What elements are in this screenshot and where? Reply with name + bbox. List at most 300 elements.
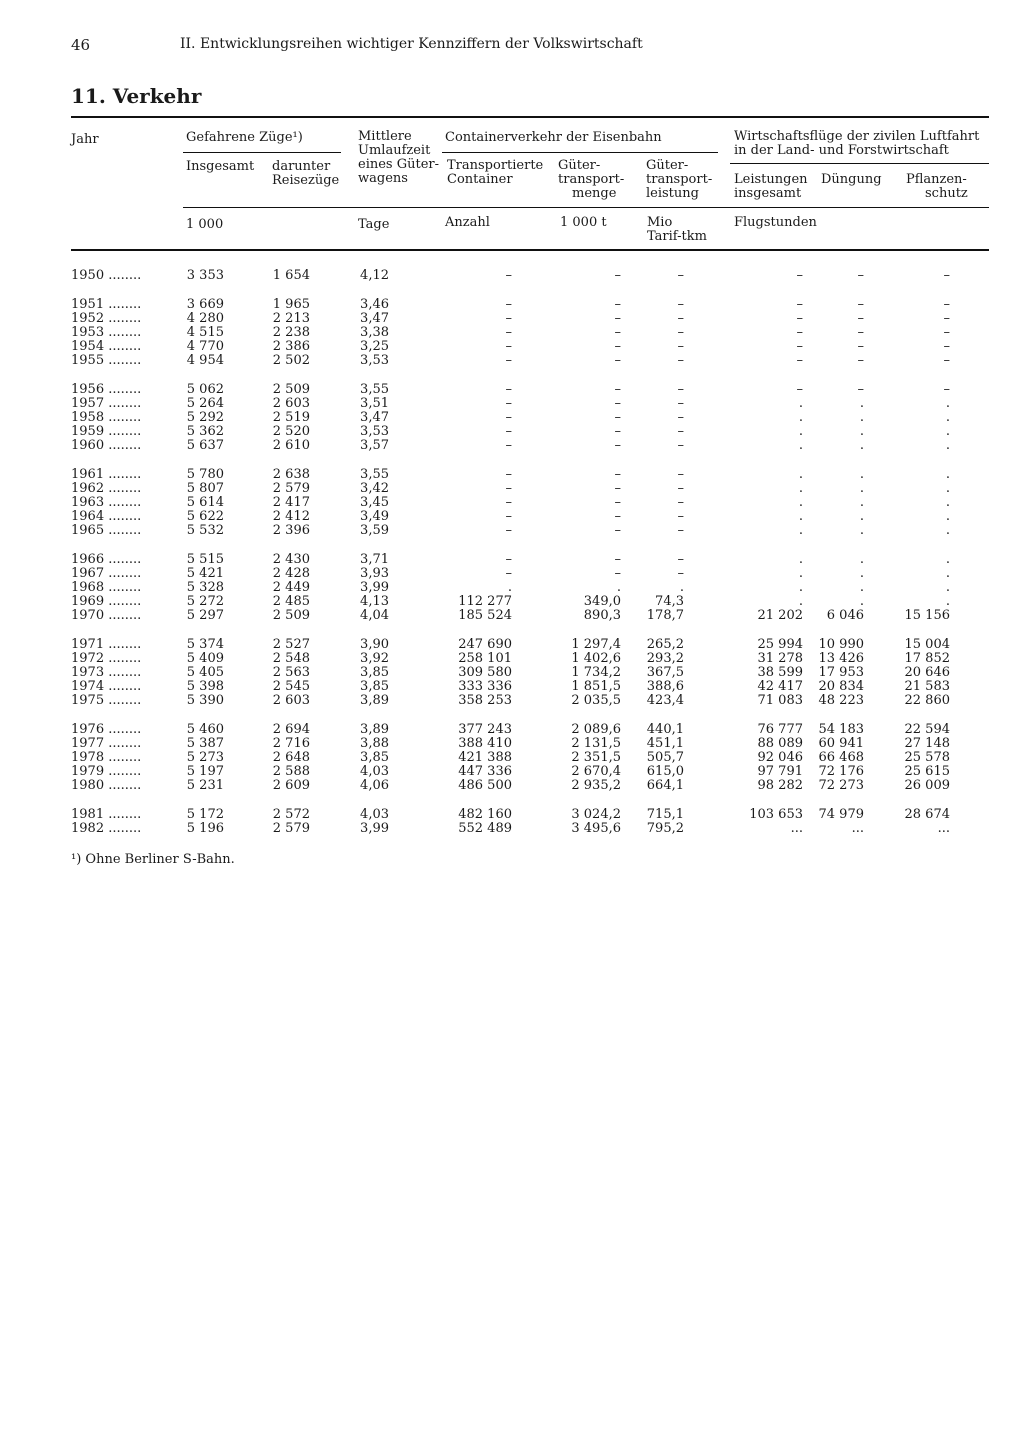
cell-reisezuege: 2 610	[272, 438, 310, 453]
cell-guetermenge: 3 495,6	[571, 821, 621, 836]
row-year: 1951 ........	[71, 297, 142, 312]
row-year: 1957 ........	[71, 396, 142, 411]
cell-umlaufzeit: 3,38	[360, 325, 389, 340]
cell-zuege-insgesamt: 5 297	[186, 608, 224, 623]
cell-guetermenge: –	[614, 353, 621, 368]
cell-duengung: .	[859, 594, 864, 609]
cell-container-anzahl: –	[505, 297, 512, 312]
cell-zuege-insgesamt: 5 532	[186, 523, 224, 538]
cell-umlaufzeit: 3,57	[360, 438, 389, 453]
cell-duengung: –	[857, 325, 864, 340]
rule-units	[183, 207, 989, 208]
chapter-heading: II. Entwicklungsreihen wichtiger Kennziffern der Volkswirtschaft	[180, 36, 643, 52]
cell-flugstunden-insgesamt: 92 046	[757, 750, 803, 765]
cell-zuege-insgesamt: 4 954	[186, 353, 224, 368]
cell-reisezuege: 2 638	[272, 467, 310, 482]
row-year: 1981 ........	[71, 807, 142, 822]
cell-container-anzahl: 421 388	[458, 750, 512, 765]
cell-pflanzenschutz: –	[943, 325, 950, 340]
cell-guetermenge: 2 670,4	[571, 764, 621, 779]
cell-guetermenge: –	[614, 495, 621, 510]
cell-guetermenge: –	[614, 523, 621, 538]
cell-guetermenge: .	[616, 580, 621, 595]
cell-gueterleistung: 440,1	[646, 722, 684, 737]
cell-reisezuege: 2 579	[272, 821, 310, 836]
cell-flugstunden-insgesamt: .	[798, 495, 803, 510]
cell-guetermenge: 1 297,4	[571, 637, 621, 652]
cell-container-anzahl: 258 101	[458, 651, 512, 666]
row-year: 1967 ........	[71, 566, 142, 581]
cell-duengung: ...	[851, 821, 864, 836]
cell-duengung: 66 468	[818, 750, 864, 765]
cell-reisezuege: 2 609	[272, 778, 310, 793]
cell-umlaufzeit: 3,85	[360, 679, 389, 694]
cell-pflanzenschutz: 28 674	[904, 807, 950, 822]
cell-duengung: –	[857, 353, 864, 368]
cell-gueterleistung: 795,2	[646, 821, 684, 836]
cell-flugstunden-insgesamt: 97 791	[757, 764, 803, 779]
cell-duengung: 60 941	[818, 736, 864, 751]
cell-gueterleistung: –	[677, 325, 684, 340]
row-year: 1962 ........	[71, 481, 142, 496]
rule-luftfahrt	[730, 163, 989, 164]
cell-umlaufzeit: 4,13	[360, 594, 389, 609]
cell-reisezuege: 2 579	[272, 481, 310, 496]
cell-zuege-insgesamt: 5 780	[186, 467, 224, 482]
cell-gueterleistung: 423,4	[646, 693, 684, 708]
cell-duengung: 17 953	[818, 665, 864, 680]
cell-container-anzahl: –	[505, 325, 512, 340]
cell-gueterleistung: –	[677, 509, 684, 524]
cell-umlaufzeit: 3,89	[360, 693, 389, 708]
row-year: 1961 ........	[71, 467, 142, 482]
cell-flugstunden-insgesamt: –	[796, 297, 803, 312]
cell-guetermenge: 890,3	[583, 608, 621, 623]
cell-container-anzahl: –	[505, 495, 512, 510]
cell-guetermenge: –	[614, 552, 621, 567]
cell-gueterleistung: –	[677, 382, 684, 397]
row-year: 1973 ........	[71, 665, 142, 680]
cell-flugstunden-insgesamt: –	[796, 311, 803, 326]
cell-flugstunden-insgesamt: –	[796, 353, 803, 368]
cell-gueterleistung: –	[677, 268, 684, 283]
header-darunter: darunter Reisezüge	[272, 159, 340, 188]
cell-container-anzahl: 482 160	[458, 807, 512, 822]
cell-umlaufzeit: 3,53	[360, 424, 389, 439]
cell-container-anzahl: 333 336	[458, 679, 512, 694]
cell-guetermenge: –	[614, 481, 621, 496]
cell-reisezuege: 2 603	[272, 396, 310, 411]
cell-zuege-insgesamt: 5 807	[186, 481, 224, 496]
row-year: 1982 ........	[71, 821, 142, 836]
cell-gueterleistung: 664,1	[646, 778, 684, 793]
header-duengung: Düngung	[821, 172, 882, 187]
cell-zuege-insgesamt: 3 353	[186, 268, 224, 283]
cell-pflanzenschutz: 20 646	[904, 665, 950, 680]
cell-duengung: .	[859, 467, 864, 482]
cell-reisezuege: 2 563	[272, 665, 310, 680]
cell-flugstunden-insgesamt: .	[798, 552, 803, 567]
cell-container-anzahl: .	[507, 580, 512, 595]
row-year: 1955 ........	[71, 353, 142, 368]
cell-container-anzahl: 185 524	[458, 608, 512, 623]
cell-container-anzahl: –	[505, 467, 512, 482]
cell-guetermenge: –	[614, 396, 621, 411]
row-year: 1952 ........	[71, 311, 142, 326]
cell-duengung: 48 223	[818, 693, 864, 708]
cell-guetermenge: 2 935,2	[571, 778, 621, 793]
cell-flugstunden-insgesamt: –	[796, 325, 803, 340]
cell-umlaufzeit: 3,46	[360, 297, 389, 312]
cell-container-anzahl: –	[505, 396, 512, 411]
header-wirtschaftsfluege: Wirtschaftsflüge der zivilen Luftfahrt in der Land- und Forstwirtschaft	[734, 129, 980, 158]
cell-pflanzenschutz: 25 615	[904, 764, 950, 779]
header-insgesamt: Insgesamt	[186, 159, 255, 174]
header-leistungen-insgesamt: Leistungen insgesamt	[734, 172, 808, 201]
cell-umlaufzeit: 3,55	[360, 467, 389, 482]
unit-flugstunden: Flugstunden	[734, 215, 817, 230]
cell-flugstunden-insgesamt: 103 653	[749, 807, 803, 822]
row-year: 1958 ........	[71, 410, 142, 425]
cell-zuege-insgesamt: 5 272	[186, 594, 224, 609]
cell-zuege-insgesamt: 5 374	[186, 637, 224, 652]
cell-container-anzahl: –	[505, 311, 512, 326]
cell-reisezuege: 2 648	[272, 750, 310, 765]
header-bottom-rule	[71, 249, 989, 251]
cell-umlaufzeit: 3,47	[360, 410, 389, 425]
cell-pflanzenschutz: .	[945, 566, 950, 581]
cell-reisezuege: 2 588	[272, 764, 310, 779]
cell-umlaufzeit: 3,85	[360, 665, 389, 680]
cell-duengung: .	[859, 438, 864, 453]
cell-pflanzenschutz: –	[943, 297, 950, 312]
cell-pflanzenschutz: ...	[937, 821, 950, 836]
cell-pflanzenschutz: 27 148	[904, 736, 950, 751]
cell-pflanzenschutz: .	[945, 594, 950, 609]
cell-pflanzenschutz: .	[945, 438, 950, 453]
cell-duengung: 72 176	[818, 764, 864, 779]
cell-duengung: –	[857, 339, 864, 354]
cell-guetermenge: 3 024,2	[571, 807, 621, 822]
footnote: ¹) Ohne Berliner S-Bahn.	[71, 852, 235, 867]
header-jahr: Jahr	[71, 132, 99, 147]
cell-umlaufzeit: 3,45	[360, 495, 389, 510]
cell-pflanzenschutz: .	[945, 396, 950, 411]
cell-gueterleistung: 388,6	[646, 679, 684, 694]
section-title: 11. Verkehr	[71, 84, 202, 108]
cell-flugstunden-insgesamt: 98 282	[757, 778, 803, 793]
cell-zuege-insgesamt: 5 196	[186, 821, 224, 836]
cell-gueterleistung: 505,7	[646, 750, 684, 765]
row-year: 1978 ........	[71, 750, 142, 765]
cell-pflanzenschutz: 26 009	[904, 778, 950, 793]
cell-zuege-insgesamt: 5 062	[186, 382, 224, 397]
cell-gueterleistung: –	[677, 353, 684, 368]
cell-flugstunden-insgesamt: 21 202	[757, 608, 803, 623]
row-year: 1953 ........	[71, 325, 142, 340]
cell-umlaufzeit: 3,85	[360, 750, 389, 765]
unit-tage: Tage	[358, 217, 390, 232]
cell-reisezuege: 1 654	[272, 268, 310, 283]
cell-umlaufzeit: 4,06	[360, 778, 389, 793]
cell-zuege-insgesamt: 5 197	[186, 764, 224, 779]
row-year: 1966 ........	[71, 552, 142, 567]
header-guetertransportmenge: Güter- transport- menge	[558, 158, 625, 201]
cell-umlaufzeit: 4,03	[360, 764, 389, 779]
cell-guetermenge: –	[614, 509, 621, 524]
cell-gueterleistung: 178,7	[646, 608, 684, 623]
cell-zuege-insgesamt: 5 328	[186, 580, 224, 595]
cell-zuege-insgesamt: 5 622	[186, 509, 224, 524]
cell-gueterleistung: –	[677, 410, 684, 425]
cell-umlaufzeit: 3,47	[360, 311, 389, 326]
cell-zuege-insgesamt: 5 398	[186, 679, 224, 694]
cell-zuege-insgesamt: 5 409	[186, 651, 224, 666]
cell-flugstunden-insgesamt: .	[798, 424, 803, 439]
row-year: 1950 ........	[71, 268, 142, 283]
cell-container-anzahl: –	[505, 410, 512, 425]
cell-container-anzahl: 486 500	[458, 778, 512, 793]
cell-umlaufzeit: 3,99	[360, 580, 389, 595]
cell-reisezuege: 2 527	[272, 637, 310, 652]
cell-duengung: –	[857, 297, 864, 312]
cell-container-anzahl: 447 336	[458, 764, 512, 779]
cell-reisezuege: 2 520	[272, 424, 310, 439]
cell-umlaufzeit: 3,42	[360, 481, 389, 496]
cell-flugstunden-insgesamt: .	[798, 566, 803, 581]
cell-duengung: .	[859, 481, 864, 496]
row-year: 1971 ........	[71, 637, 142, 652]
cell-duengung: .	[859, 424, 864, 439]
unit-tausend-t: 1 000 t	[560, 215, 607, 230]
cell-flugstunden-insgesamt: ...	[790, 821, 803, 836]
cell-flugstunden-insgesamt: .	[798, 523, 803, 538]
cell-umlaufzeit: 3,51	[360, 396, 389, 411]
cell-pflanzenschutz: –	[943, 268, 950, 283]
cell-container-anzahl: –	[505, 339, 512, 354]
cell-flugstunden-insgesamt: 88 089	[757, 736, 803, 751]
cell-flugstunden-insgesamt: .	[798, 594, 803, 609]
cell-pflanzenschutz: 15 156	[904, 608, 950, 623]
cell-container-anzahl: –	[505, 353, 512, 368]
cell-guetermenge: –	[614, 311, 621, 326]
cell-container-anzahl: 377 243	[458, 722, 512, 737]
row-year: 1972 ........	[71, 651, 142, 666]
unit-anzahl: Anzahl	[445, 215, 490, 230]
cell-reisezuege: 2 417	[272, 495, 310, 510]
cell-container-anzahl: –	[505, 481, 512, 496]
cell-duengung: .	[859, 396, 864, 411]
cell-duengung: 54 183	[818, 722, 864, 737]
cell-umlaufzeit: 3,55	[360, 382, 389, 397]
rule-gefahrene	[183, 152, 341, 153]
cell-gueterleistung: –	[677, 523, 684, 538]
cell-duengung: .	[859, 495, 864, 510]
cell-pflanzenschutz: .	[945, 580, 950, 595]
cell-container-anzahl: 358 253	[458, 693, 512, 708]
cell-duengung: 20 834	[818, 679, 864, 694]
cell-pflanzenschutz: .	[945, 509, 950, 524]
cell-guetermenge: –	[614, 325, 621, 340]
cell-pflanzenschutz: .	[945, 410, 950, 425]
cell-gueterleistung: 293,2	[646, 651, 684, 666]
header-gefahrene-zuege: Gefahrene Züge¹)	[186, 130, 303, 145]
cell-reisezuege: 2 548	[272, 651, 310, 666]
cell-pflanzenschutz: .	[945, 495, 950, 510]
cell-flugstunden-insgesamt: .	[798, 396, 803, 411]
row-year: 1963 ........	[71, 495, 142, 510]
cell-zuege-insgesamt: 5 264	[186, 396, 224, 411]
cell-reisezuege: 2 428	[272, 566, 310, 581]
cell-flugstunden-insgesamt: –	[796, 268, 803, 283]
cell-zuege-insgesamt: 5 637	[186, 438, 224, 453]
cell-gueterleistung: –	[677, 481, 684, 496]
cell-umlaufzeit: 4,12	[360, 268, 389, 283]
cell-duengung: .	[859, 566, 864, 581]
table-top-rule	[71, 116, 989, 118]
cell-gueterleistung: –	[677, 438, 684, 453]
cell-guetermenge: –	[614, 339, 621, 354]
header-transportierte-container: Transportierte Container	[447, 158, 544, 187]
cell-container-anzahl: –	[505, 566, 512, 581]
cell-gueterleistung: –	[677, 566, 684, 581]
cell-guetermenge: –	[614, 297, 621, 312]
cell-container-anzahl: 247 690	[458, 637, 512, 652]
cell-reisezuege: 2 213	[272, 311, 310, 326]
cell-reisezuege: 2 412	[272, 509, 310, 524]
cell-container-anzahl: –	[505, 438, 512, 453]
cell-reisezuege: 2 449	[272, 580, 310, 595]
cell-umlaufzeit: 4,04	[360, 608, 389, 623]
cell-umlaufzeit: 3,92	[360, 651, 389, 666]
cell-flugstunden-insgesamt: .	[798, 438, 803, 453]
cell-flugstunden-insgesamt: .	[798, 410, 803, 425]
cell-zuege-insgesamt: 4 770	[186, 339, 224, 354]
cell-gueterleistung: –	[677, 467, 684, 482]
cell-container-anzahl: –	[505, 382, 512, 397]
cell-pflanzenschutz: 15 004	[904, 637, 950, 652]
cell-duengung: .	[859, 580, 864, 595]
row-year: 1979 ........	[71, 764, 142, 779]
cell-reisezuege: 2 603	[272, 693, 310, 708]
cell-gueterleistung: –	[677, 396, 684, 411]
cell-pflanzenschutz: 17 852	[904, 651, 950, 666]
cell-pflanzenschutz: –	[943, 353, 950, 368]
rule-container	[442, 152, 718, 153]
cell-gueterleistung: –	[677, 552, 684, 567]
cell-umlaufzeit: 3,71	[360, 552, 389, 567]
cell-reisezuege: 2 694	[272, 722, 310, 737]
cell-reisezuege: 2 572	[272, 807, 310, 822]
cell-gueterleistung: 451,1	[646, 736, 684, 751]
cell-zuege-insgesamt: 5 405	[186, 665, 224, 680]
cell-gueterleistung: –	[677, 339, 684, 354]
cell-reisezuege: 1 965	[272, 297, 310, 312]
cell-zuege-insgesamt: 5 273	[186, 750, 224, 765]
cell-flugstunden-insgesamt: 25 994	[757, 637, 803, 652]
row-year: 1977 ........	[71, 736, 142, 751]
cell-duengung: 6 046	[826, 608, 864, 623]
row-year: 1959 ........	[71, 424, 142, 439]
row-year: 1965 ........	[71, 523, 142, 538]
cell-guetermenge: –	[614, 268, 621, 283]
cell-gueterleistung: –	[677, 311, 684, 326]
cell-umlaufzeit: 3,90	[360, 637, 389, 652]
cell-zuege-insgesamt: 5 460	[186, 722, 224, 737]
cell-guetermenge: –	[614, 467, 621, 482]
cell-reisezuege: 2 396	[272, 523, 310, 538]
cell-duengung: 72 273	[818, 778, 864, 793]
cell-reisezuege: 2 519	[272, 410, 310, 425]
cell-reisezuege: 2 716	[272, 736, 310, 751]
cell-container-anzahl: 388 410	[458, 736, 512, 751]
cell-duengung: –	[857, 311, 864, 326]
cell-duengung: .	[859, 509, 864, 524]
cell-gueterleistung: 715,1	[646, 807, 684, 822]
cell-pflanzenschutz: 22 860	[904, 693, 950, 708]
cell-guetermenge: –	[614, 410, 621, 425]
cell-flugstunden-insgesamt: .	[798, 509, 803, 524]
cell-zuege-insgesamt: 3 669	[186, 297, 224, 312]
cell-umlaufzeit: 4,03	[360, 807, 389, 822]
cell-gueterleistung: 615,0	[646, 764, 684, 779]
cell-flugstunden-insgesamt: 76 777	[757, 722, 803, 737]
cell-zuege-insgesamt: 5 515	[186, 552, 224, 567]
cell-umlaufzeit: 3,25	[360, 339, 389, 354]
cell-pflanzenschutz: –	[943, 311, 950, 326]
cell-gueterleistung: 74,3	[655, 594, 684, 609]
cell-umlaufzeit: 3,59	[360, 523, 389, 538]
cell-umlaufzeit: 3,88	[360, 736, 389, 751]
cell-zuege-insgesamt: 5 231	[186, 778, 224, 793]
cell-container-anzahl: 552 489	[458, 821, 512, 836]
cell-guetermenge: 2 089,6	[571, 722, 621, 737]
cell-pflanzenschutz: .	[945, 552, 950, 567]
cell-umlaufzeit: 3,93	[360, 566, 389, 581]
cell-reisezuege: 2 485	[272, 594, 310, 609]
cell-gueterleistung: –	[677, 495, 684, 510]
cell-guetermenge: 1 734,2	[571, 665, 621, 680]
cell-umlaufzeit: 3,49	[360, 509, 389, 524]
cell-guetermenge: 349,0	[583, 594, 621, 609]
cell-reisezuege: 2 509	[272, 608, 310, 623]
cell-umlaufzeit: 3,99	[360, 821, 389, 836]
cell-flugstunden-insgesamt: .	[798, 467, 803, 482]
cell-duengung: –	[857, 268, 864, 283]
cell-duengung: 10 990	[818, 637, 864, 652]
cell-gueterleistung: –	[677, 424, 684, 439]
unit-tarif-tkm: Mio Tarif-tkm	[647, 215, 707, 244]
cell-gueterleistung: –	[677, 297, 684, 312]
cell-container-anzahl: –	[505, 552, 512, 567]
cell-duengung: .	[859, 410, 864, 425]
header-containerverkehr: Containerverkehr der Eisenbahn	[445, 130, 662, 145]
cell-guetermenge: 2 035,5	[571, 693, 621, 708]
cell-guetermenge: –	[614, 382, 621, 397]
cell-zuege-insgesamt: 5 614	[186, 495, 224, 510]
row-year: 1968 ........	[71, 580, 142, 595]
cell-zuege-insgesamt: 4 515	[186, 325, 224, 340]
cell-guetermenge: 2 351,5	[571, 750, 621, 765]
cell-reisezuege: 2 502	[272, 353, 310, 368]
unit-tausend: 1 000	[186, 217, 224, 232]
cell-duengung: 13 426	[818, 651, 864, 666]
cell-flugstunden-insgesamt: .	[798, 481, 803, 496]
cell-umlaufzeit: 3,53	[360, 353, 389, 368]
cell-pflanzenschutz: 21 583	[904, 679, 950, 694]
cell-guetermenge: –	[614, 424, 621, 439]
row-year: 1956 ........	[71, 382, 142, 397]
